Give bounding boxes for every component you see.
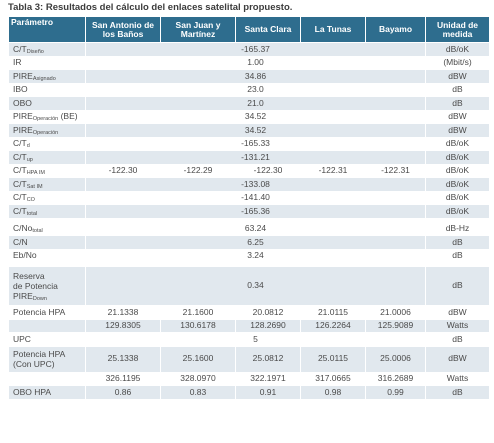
param-cell [9, 205, 86, 219]
table-row [9, 97, 490, 111]
table-row [9, 191, 490, 205]
unit-cell: dBW [426, 110, 490, 124]
param-cell [9, 83, 86, 97]
value-cell-merged: -165.36 [86, 205, 426, 219]
table-caption: Tabla 3: Resultados del cálculo del enlaces satelital propuesto. [8, 2, 293, 13]
param-name: PIRE [13, 124, 33, 135]
table-row [9, 236, 490, 250]
value-cell: 25.0812 [236, 346, 301, 372]
param-cell [9, 178, 86, 192]
unit-cell: (Mbit/s) [426, 56, 490, 70]
value-cell: 25.0115 [301, 346, 366, 372]
param-subscript: Down [32, 296, 47, 302]
table-row [9, 372, 490, 386]
param-subscript: Sat IM [26, 183, 43, 190]
param-subscript: Diseño [26, 48, 44, 55]
value-cell-merged: -141.40 [86, 191, 426, 205]
param-subscript: d [26, 143, 30, 150]
value-cell: -122.31 [366, 164, 426, 178]
value-cell: 21.0006 [366, 306, 426, 320]
header-parametro: Parámetro [9, 17, 86, 43]
table-row [9, 249, 490, 263]
param-subscript: total [26, 210, 38, 217]
param-name: C/T [13, 178, 27, 189]
param-name: C/T [13, 138, 27, 149]
value-cell: 128.2690 [236, 319, 301, 333]
table-row [9, 151, 490, 165]
param-subscript: Operación [32, 129, 59, 136]
value-cell-merged: 63.24 [86, 222, 426, 236]
param-cell [9, 236, 86, 250]
param-cell [9, 97, 86, 111]
value-cell: 125.9089 [366, 319, 426, 333]
unit-cell: dB [426, 97, 490, 111]
param-suffix: (BE) [58, 111, 78, 122]
value-cell: 0.99 [366, 386, 426, 400]
param-name: OBO [13, 97, 32, 108]
value-cell: 130.6178 [161, 319, 236, 333]
param-name: C/N [13, 236, 28, 247]
param-name: Eb/No [13, 250, 37, 261]
param-line: Reserva [13, 271, 45, 281]
param-cell [9, 372, 86, 386]
value-cell: 0.86 [86, 386, 161, 400]
param-cell [9, 191, 86, 205]
param-name: PIRE [13, 111, 33, 122]
value-cell-merged: 21.0 [86, 97, 426, 111]
unit-cell: dBW [426, 70, 490, 84]
unit-cell: dB/oK [426, 151, 490, 165]
value-cell-merged: 34.52 [86, 124, 426, 138]
param-name: IBO [13, 84, 28, 95]
header-san-antonio: San Antonio de los Baños [86, 17, 161, 43]
unit-cell: dB/oK [426, 178, 490, 192]
table-row [9, 267, 490, 306]
table-row [9, 164, 490, 178]
table-row [9, 386, 490, 400]
value-cell-merged: 23.0 [86, 83, 426, 97]
table-row [9, 83, 490, 97]
param-cell [9, 56, 86, 70]
header-bayamo: Bayamo [366, 17, 426, 43]
table-row [9, 205, 490, 219]
value-cell-merged: -165.37 [86, 43, 426, 57]
header-santa-clara: Santa Clara [236, 17, 301, 43]
param-subscript: Asignado [32, 75, 56, 82]
value-cell: 21.0115 [301, 306, 366, 320]
value-cell-merged: 34.86 [86, 70, 426, 84]
header-san-juan: San Juan y Martínez [161, 17, 236, 43]
param-name: PIRE [13, 70, 33, 81]
table-row [9, 178, 490, 192]
value-cell-merged: -165.33 [86, 137, 426, 151]
value-cell: 25.0006 [366, 346, 426, 372]
param-cell [9, 110, 86, 124]
table-row [9, 137, 490, 151]
value-cell-merged: 6.25 [86, 236, 426, 250]
unit-cell: dBW [426, 346, 490, 372]
param-cell [9, 249, 86, 263]
param-cell [9, 306, 86, 320]
param-subscript: Operación [32, 116, 59, 123]
param-subscript: CO [26, 197, 35, 204]
param-cell [9, 386, 86, 400]
unit-cell: dB/oK [426, 43, 490, 57]
table-row [9, 346, 490, 372]
table-row [9, 70, 490, 84]
unit-cell: Watts [426, 319, 490, 333]
param-name: UPC [13, 333, 31, 344]
header-la-tunas: La Tunas [301, 17, 366, 43]
value-cell: 0.91 [236, 386, 301, 400]
param-name: C/T [13, 192, 27, 203]
unit-cell: dBW [426, 306, 490, 320]
unit-cell: Watts [426, 372, 490, 386]
table-row [9, 110, 490, 124]
value-cell: -122.30 [86, 164, 161, 178]
param-cell [9, 164, 86, 178]
param-name: Potencia HPA [13, 306, 66, 317]
value-cell-merged: 5 [86, 333, 426, 347]
table-row [9, 222, 490, 236]
param-line: PIRE [13, 291, 33, 301]
unit-cell: dB-Hz [426, 222, 490, 236]
param-subscript: total [32, 228, 43, 235]
value-cell: 0.98 [301, 386, 366, 400]
value-cell-merged: 3.24 [86, 249, 426, 263]
value-cell: 316.2689 [366, 372, 426, 386]
table-row [9, 56, 490, 70]
table-row [9, 306, 490, 320]
value-cell: 322.1971 [236, 372, 301, 386]
param-line: (Con UPC) [13, 359, 55, 369]
value-cell-merged: -133.08 [86, 178, 426, 192]
param-cell [9, 267, 86, 306]
value-cell: 21.1600 [161, 306, 236, 320]
unit-cell: dB [426, 333, 490, 347]
param-cell [9, 137, 86, 151]
unit-cell: dB [426, 83, 490, 97]
param-cell [9, 333, 86, 347]
value-cell: 126.2264 [301, 319, 366, 333]
value-cell: 317.0665 [301, 372, 366, 386]
param-name: OBO HPA [13, 386, 52, 397]
param-line: Potencia HPA [13, 349, 66, 359]
header-row [9, 17, 490, 43]
value-cell: 0.83 [161, 386, 236, 400]
param-cell [9, 319, 86, 333]
param-name: IR [13, 57, 22, 68]
value-cell-merged: -131.21 [86, 151, 426, 165]
link-budget-table [8, 16, 490, 400]
table-row [9, 124, 490, 138]
param-cell [9, 222, 86, 236]
value-cell: -122.31 [301, 164, 366, 178]
param-name: C/T [13, 165, 27, 176]
table-row [9, 319, 490, 333]
unit-cell: dB [426, 236, 490, 250]
value-cell: -122.30 [236, 164, 301, 178]
value-cell: 326.1195 [86, 372, 161, 386]
param-cell [9, 151, 86, 165]
unit-cell: dB/oK [426, 137, 490, 151]
value-cell: 129.8305 [86, 319, 161, 333]
value-cell-merged: 0.34 [86, 267, 426, 306]
param-name: C/T [13, 151, 27, 162]
unit-cell: dB [426, 249, 490, 263]
unit-cell: dB [426, 267, 490, 306]
value-cell: 25.1338 [86, 346, 161, 372]
unit-cell: dB/oK [426, 164, 490, 178]
unit-cell: dB/oK [426, 205, 490, 219]
value-cell-merged: 34.52 [86, 110, 426, 124]
value-cell: 21.1338 [86, 306, 161, 320]
param-name: C/T [13, 43, 27, 54]
unit-cell: dBW [426, 124, 490, 138]
param-name: C/T [13, 205, 27, 216]
unit-cell: dB [426, 386, 490, 400]
param-subscript: up [26, 156, 33, 163]
param-name: C/No [13, 223, 33, 234]
value-cell: -122.29 [161, 164, 236, 178]
value-cell: 20.0812 [236, 306, 301, 320]
table-row [9, 333, 490, 347]
table-row [9, 43, 490, 57]
value-cell: 328.0970 [161, 372, 236, 386]
param-line: de Potencia [13, 281, 58, 291]
param-cell [9, 70, 86, 84]
param-cell [9, 43, 86, 57]
param-subscript: HPA IM [26, 170, 45, 177]
unit-cell: dB/oK [426, 191, 490, 205]
value-cell: 25.1600 [161, 346, 236, 372]
param-cell [9, 346, 86, 372]
param-cell [9, 124, 86, 138]
header-unidad: Unidad de medida [426, 17, 490, 43]
value-cell-merged: 1.00 [86, 56, 426, 70]
table-body [9, 43, 490, 400]
